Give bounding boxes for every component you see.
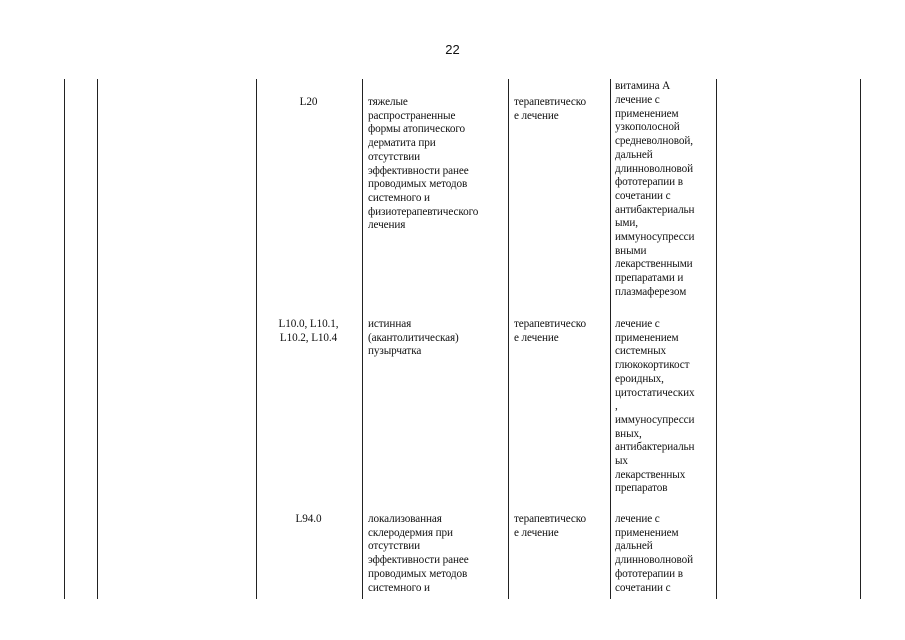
- condition-description: тяжелые распространенные формы атопического дерматита при отсутствии эффективности ранее проводимых методов системного и физиотерапевтического лечения: [368, 96, 479, 232]
- column-divider: [716, 79, 717, 599]
- column-divider: [97, 79, 98, 599]
- diagnosis-code: L20: [299, 96, 318, 108]
- table-border-left: [64, 79, 65, 599]
- column-divider: [610, 79, 611, 599]
- diagnosis-code: L10.0, L10.1, L10.2, L10.4: [278, 318, 339, 344]
- diagnosis-code: L94.0: [295, 513, 322, 525]
- column-divider: [362, 79, 363, 599]
- treatment-method: лечение с применением дальней длинноволновой фототерапии в сочетании с: [615, 513, 694, 594]
- condition-description: локализованная склеродермия при отсутствии эффективности ранее проводимых методов системного и: [368, 513, 469, 594]
- table-border-right: [860, 79, 861, 599]
- column-divider: [508, 79, 509, 599]
- treatment-type: терапевтическо е лечение: [514, 513, 586, 539]
- condition-description: истинная (акантолитическая) пузырчатка: [368, 318, 459, 358]
- treatment-type: терапевтическо е лечение: [514, 96, 586, 122]
- treatment-method: лечение с применением системных глюкокортикост ероидных, цитостатических , иммуносупресси вных, антибактериальн ых лекарственных препаратов: [615, 318, 695, 495]
- page-number: 22: [445, 42, 460, 57]
- treatment-method: лечение с применением узкополосной средневолновой, дальней длинноволновой фототерапии в сочетании с антибактериальн ыми, иммуносупресси вными лекарственными препаратами и плазмаферезом: [615, 94, 695, 298]
- treatment-type: терапевтическо е лечение: [514, 318, 586, 344]
- method-continuation: витамина А: [615, 80, 671, 92]
